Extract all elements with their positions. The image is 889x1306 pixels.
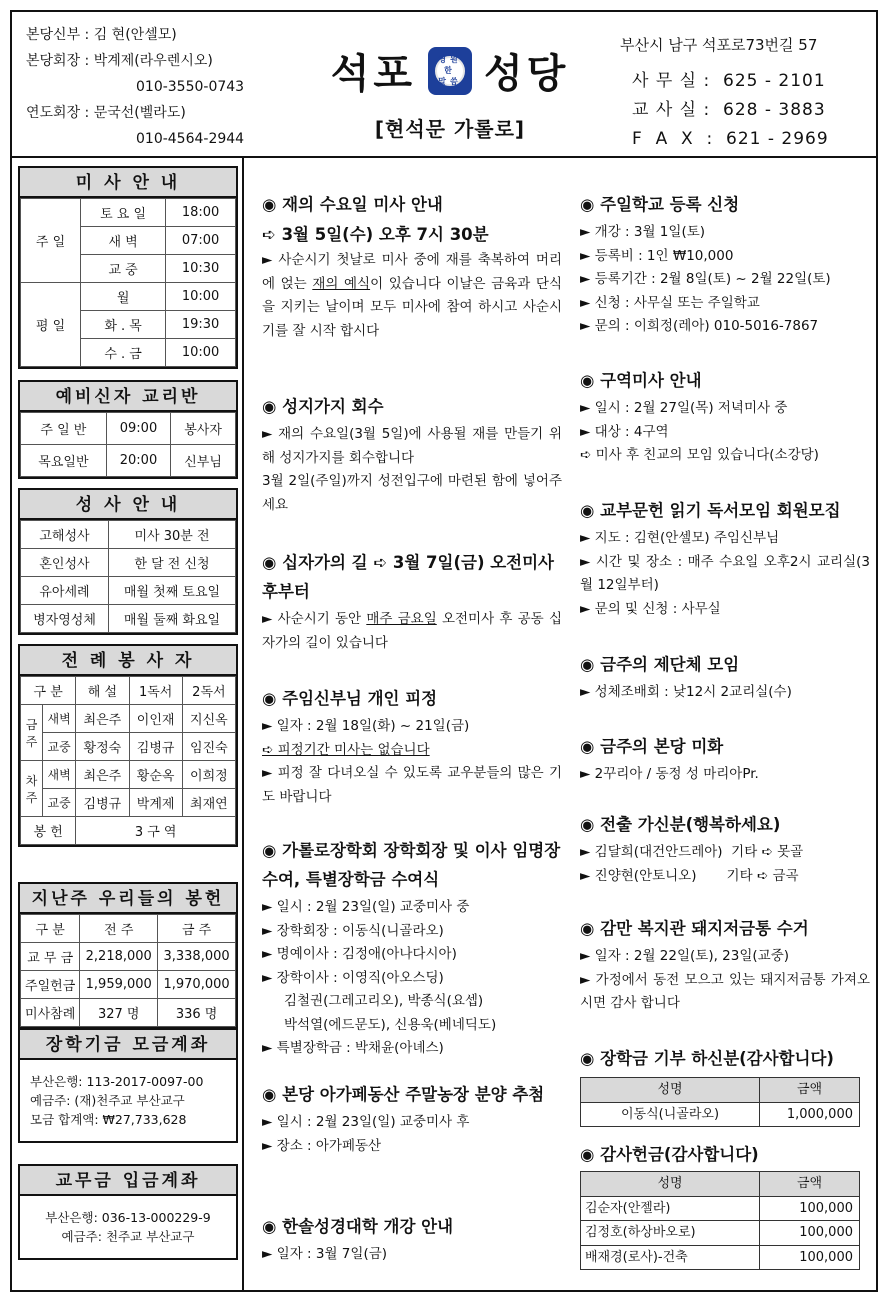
school-line: ► 등록기간 : 2월 8일(토) ~ 2월 22일(토) — [580, 271, 831, 287]
thanks-offering — [580, 1140, 870, 1270]
office-phone: 사 무 실 : 625 - 2101 — [632, 71, 826, 91]
scholar-directors-2: 김철권(그레고리오), 박종식(요셉) — [284, 993, 484, 1009]
col-header: 전 주 — [80, 915, 158, 943]
year-chair-name: 연도회장 : 문국선(벨라도) — [26, 105, 186, 121]
col-header: 2독서 — [182, 677, 235, 705]
liturgy-table — [20, 676, 236, 845]
reading-line: ► 지도 : 김현(안셀모) 주임신부님 — [580, 530, 780, 546]
cleaning-notice — [580, 732, 870, 787]
donors-title: ◉ 장학금 기부 하신분(감사합니다) — [580, 1049, 834, 1068]
catechumen-table — [20, 412, 236, 477]
altar-group-notice — [580, 650, 870, 705]
bulletin-page — [10, 10, 878, 1292]
sacrament-name: 유아세례 — [21, 577, 109, 605]
offering-type: 주일헌금 — [21, 971, 80, 999]
ash-text-1: ► 사순시기 첫날로 미사 중에 재를 축복하여 머리에 얹는 — [262, 252, 562, 292]
sacrament-time: 한 달 전 신청 — [109, 549, 236, 577]
retreat-title: ◉ 주임신부님 개인 피정 — [262, 689, 438, 708]
logo-text: 영원한 말씀 — [435, 56, 465, 86]
retreat-no-mass: ➪ 피정기간 미사는 없습니다 — [262, 741, 430, 758]
mass-type: 새벽 — [43, 761, 76, 789]
mass-time: 19:30 — [166, 311, 236, 339]
clean-title: ◉ 금주의 본당 미화 — [580, 737, 724, 756]
mass-time: 10:00 — [166, 339, 236, 367]
sacraments-box — [18, 488, 238, 635]
server-name: 황순옥 — [129, 761, 182, 789]
offering-value: 3 구 역 — [76, 817, 236, 845]
scholarship-bank: 부산은행: 113-2017-0097-00 — [30, 1074, 204, 1089]
ash-text-2: 이 있습니다 이날은 금육과 단식을 지키는 날이며 모두 미사에 참여 하시고 사순시기를 잘 시작 합시다 — [262, 275, 562, 339]
offerings-box — [18, 882, 238, 1029]
sacraments-table — [20, 520, 236, 633]
cross-text-underlined: 매주 금요일 — [366, 611, 437, 627]
server-name: 김병규 — [76, 789, 129, 817]
scholar-title: ◉ 가롤로장학회 장학회장 및 이사 임명장 수여, 특별장학금 수여식 — [262, 841, 561, 889]
sacrament-name: 고해성사 — [21, 521, 109, 549]
moving-line: ► 김달희(대건안드레아) 기타 ➪ 못골 — [580, 844, 804, 860]
class-time: 20:00 — [106, 445, 170, 477]
sacrament-name: 병자영성체 — [21, 605, 109, 633]
server-name: 이인재 — [129, 705, 182, 733]
thanks-amount: 100,000 — [760, 1221, 860, 1246]
church-title — [320, 42, 580, 142]
bible-college-notice — [262, 1212, 562, 1267]
retreat-prayer: ► 피정 잘 다녀오실 수 있도록 교우분들의 많은 기도 바랍니다 — [262, 765, 562, 805]
donor-name: 이동식(니골라오) — [581, 1102, 760, 1127]
bulletin-body — [12, 158, 876, 1290]
server-name: 박계제 — [129, 789, 182, 817]
server-name: 지신옥 — [182, 705, 235, 733]
piggy-bank-notice — [580, 914, 870, 1016]
chairman-phone: 010-3550-0743 — [136, 79, 245, 95]
title-left: 석포 — [330, 51, 416, 97]
donors-table — [580, 1077, 860, 1127]
mass-day: 수 . 금 — [81, 339, 166, 367]
offering-amount: 2,218,000 — [80, 943, 158, 971]
school-title: ◉ 주일학교 등록 신청 — [580, 195, 740, 214]
pastor-name: 본당신부 : 김 현(안셀모) — [26, 27, 177, 43]
mass-day: 화 . 목 — [81, 311, 166, 339]
piggy-title: ◉ 감만 복지관 돼지저금통 수거 — [580, 919, 809, 938]
scholar-honorary: ► 명예이사 : 김정애(아나다시아) — [262, 946, 457, 962]
reading-title: ◉ 교부문헌 읽기 독서모임 회원모집 — [580, 501, 841, 520]
mass-schedule-table — [20, 198, 236, 367]
mass-time: 10:30 — [166, 255, 236, 283]
district-line: ► 일시 : 2월 27일(목) 저녁미사 중 — [580, 400, 788, 416]
server-name: 최재연 — [182, 789, 235, 817]
server-name: 김병규 — [129, 733, 182, 761]
catechumen-box — [18, 380, 238, 479]
moving-title: ◉ 전출 가신분(행복하세요) — [580, 815, 781, 834]
sunday-label: 주 일 — [21, 199, 81, 283]
offerings-table — [20, 914, 236, 1027]
thanks-table — [580, 1171, 860, 1270]
scholarship-donors — [580, 1044, 870, 1127]
palm-text-2: 3월 2일(주일)까지 성전입구에 마련된 함에 넣어주세요 — [262, 473, 562, 513]
pastor-retreat-notice — [262, 684, 562, 809]
scholar-directors-3: 박석열(에드문도), 신용욱(베네딕도) — [284, 1016, 497, 1033]
sacrament-time: 매월 첫째 토요일 — [109, 577, 236, 605]
col-header: 금액 — [760, 1078, 860, 1103]
church-address: 부산시 남구 석포로73번길 57 — [620, 36, 818, 54]
offering-amount: 3,338,000 — [158, 943, 236, 971]
district-line: ➪ 미사 후 친교의 모임 있습니다(소강당) — [580, 447, 819, 463]
mass-time: 18:00 — [166, 199, 236, 227]
server-name: 황정숙 — [76, 733, 129, 761]
cross-text-1: ► 사순시기 동안 — [262, 611, 367, 627]
retreat-date: ► 일자 : 2월 18일(화) ~ 21일(금) — [262, 718, 470, 734]
ash-text-underlined: 재의 예식 — [312, 275, 371, 292]
reading-line: ► 문의 및 신청 : 사무실 — [580, 600, 721, 617]
piggy-line: ► 일자 : 2월 22일(토), 23일(교중) — [580, 948, 790, 964]
thanks-name: 배재경(로사)-건축 — [581, 1245, 760, 1270]
farm-title: ◉ 본당 아가페동산 주말농장 분양 추첨 — [262, 1085, 545, 1104]
left-column — [12, 158, 244, 1290]
offering-amount: 1,959,000 — [80, 971, 158, 999]
col-header: 구 분 — [21, 915, 80, 943]
chairman-name: 본당회장 : 박계제(라우렌시오) — [26, 53, 213, 69]
scholar-special: ► 특별장학금 : 박채윤(아녜스) — [262, 1040, 444, 1056]
sacrament-time: 매월 둘째 화요일 — [109, 605, 236, 633]
ash-title: ◉ 재의 수요일 미사 안내 — [262, 195, 443, 214]
class-teacher: 봉사자 — [171, 413, 236, 445]
school-line: ► 문의 : 이희정(레아) 010-5016-7867 — [580, 318, 819, 334]
sacraments-title: 성 사 안 내 — [20, 490, 236, 520]
farm-date: ► 일시 : 2월 23일(일) 교중미사 후 — [262, 1114, 470, 1130]
palm-collection-notice — [262, 392, 562, 517]
thanks-name: 김순자(안젤라) — [581, 1196, 760, 1221]
bible-date: ► 일자 : 3월 7일(금) — [262, 1246, 388, 1262]
sunday-school-notice — [580, 190, 870, 339]
offerings-title: 지난주 우리들의 봉헌 — [20, 884, 236, 914]
sacrament-name: 혼인성사 — [21, 549, 109, 577]
farm-lottery-notice — [262, 1080, 562, 1158]
school-line: ► 등록비 : 1인 ₩10,000 — [580, 247, 734, 264]
class-teacher: 신부님 — [171, 445, 236, 477]
col-header: 1독서 — [129, 677, 182, 705]
offering-type: 교 무 금 — [21, 943, 80, 971]
col-header: 성명 — [581, 1172, 760, 1197]
col-header: 구 분 — [21, 677, 76, 705]
reading-line: ► 시간 및 장소 : 매주 수요일 오후2시 교리실(3월 12일부터) — [580, 553, 870, 593]
server-name: 최은주 — [76, 761, 129, 789]
scholarship-account-details — [20, 1060, 236, 1141]
fax-number: F A X : 621 - 2969 — [632, 129, 829, 149]
moving-line: ► 진양현(안토니오) 기타 ➪ 금곡 — [580, 867, 799, 884]
mass-time: 10:00 — [166, 283, 236, 311]
stations-of-cross-notice — [262, 548, 562, 655]
liturgy-box — [18, 644, 238, 847]
col-header: 금액 — [760, 1172, 860, 1197]
col-header: 금 주 — [158, 915, 236, 943]
offering-type: 미사참례 — [21, 999, 80, 1027]
mass-day: 토 요 일 — [81, 199, 166, 227]
altar-title: ◉ 금주의 제단체 모임 — [580, 655, 740, 674]
this-week-label: 금주 — [21, 705, 43, 761]
church-logo-icon — [428, 47, 472, 95]
scholarship-account-title: 장학기금 모금계좌 — [20, 1030, 236, 1060]
mass-type: 새벽 — [43, 705, 76, 733]
contact-info — [620, 34, 829, 154]
reading-group-notice — [580, 496, 870, 621]
ash-text — [262, 249, 562, 343]
palm-text-1: ► 재의 수요일(3월 5일)에 사용될 재를 만들기 위해 성지가지를 회수합니다 — [262, 426, 562, 466]
year-chair-phone: 010-4564-2944 — [136, 131, 245, 147]
class-name: 주 일 반 — [21, 413, 107, 445]
scholarship-total: 모금 합계액: ₩27,733,628 — [30, 1112, 187, 1127]
col-header: 해 설 — [76, 677, 129, 705]
scholarship-account-box — [18, 1028, 238, 1143]
offering-amount: 327 명 — [80, 999, 158, 1027]
title-right: 성당 — [484, 51, 570, 97]
offering-amount: 336 명 — [158, 999, 236, 1027]
thanks-amount: 100,000 — [760, 1196, 860, 1221]
teacher-phone: 교 사 실 : 628 - 3883 — [632, 100, 826, 120]
ash-wednesday-notice — [262, 190, 562, 343]
district-title: ◉ 구역미사 안내 — [580, 371, 702, 390]
clean-line: ► 2꾸리아 / 동정 성 마리아Pr. — [580, 766, 759, 782]
catechumen-title: 예비신자 교리반 — [20, 382, 236, 412]
school-line: ► 개강 : 3월 1일(토) — [580, 224, 706, 240]
next-week-label: 차주 — [21, 761, 43, 817]
bible-title: ◉ 한솔성경대학 개강 안내 — [262, 1217, 454, 1236]
server-name: 최은주 — [76, 705, 129, 733]
cross-text — [262, 608, 562, 655]
church-subtitle: [현석문 가롤로] — [374, 117, 526, 141]
class-time: 09:00 — [106, 413, 170, 445]
scholarship-holder: 예금주: (재)천주교 부산교구 — [30, 1093, 185, 1108]
thanks-title: ◉ 감사헌금(감사합니다) — [580, 1145, 759, 1164]
col-header: 성명 — [581, 1078, 760, 1103]
ash-subtitle: ➪ 3월 5일(수) 오후 7시 30분 — [262, 225, 489, 244]
class-name: 목요일반 — [21, 445, 107, 477]
mass-day: 월 — [81, 283, 166, 311]
weekday-label: 평 일 — [21, 283, 81, 367]
offering-label: 봉 헌 — [21, 817, 76, 845]
sacrament-time: 미사 30분 전 — [109, 521, 236, 549]
mass-type: 교중 — [43, 789, 76, 817]
scholarship-ceremony-notice — [262, 836, 562, 1061]
school-line: ► 신청 : 사무실 또는 주일학교 — [580, 294, 760, 311]
district-mass-notice — [580, 366, 870, 468]
scholar-president: ► 장학회장 : 이동식(니골라오) — [262, 922, 444, 939]
altar-line: ► 성체조배회 : 낮12시 2교리실(수) — [580, 684, 792, 700]
bulletin-header — [12, 12, 876, 158]
palm-title: ◉ 성지가지 회수 — [262, 397, 384, 416]
dues-account-details — [20, 1196, 236, 1258]
piggy-line: ► 가정에서 동전 모으고 있는 돼지저금통 가져오시면 감사 합니다 — [580, 971, 870, 1011]
staff-info — [26, 22, 244, 152]
thanks-name: 김정호(하상바오로) — [581, 1221, 760, 1246]
mass-day: 새 벽 — [81, 227, 166, 255]
mass-schedule-box — [18, 166, 238, 369]
mass-type: 교중 — [43, 733, 76, 761]
scholar-directors: ► 장학이사 : 이영직(아오스딩) — [262, 969, 444, 986]
cross-title: ◉ 십자가의 길 ➪ 3월 7일(금) 오전미사 후부터 — [262, 553, 555, 601]
mass-time: 07:00 — [166, 227, 236, 255]
donor-amount: 1,000,000 — [760, 1102, 860, 1127]
mass-schedule-title: 미 사 안 내 — [20, 168, 236, 198]
dues-holder: 예금주: 천주교 부산교구 — [61, 1229, 195, 1244]
server-name: 임진숙 — [182, 733, 235, 761]
liturgy-title: 전 례 봉 사 자 — [20, 646, 236, 676]
offering-amount: 1,970,000 — [158, 971, 236, 999]
scholar-date: ► 일시 : 2월 23일(일) 교중미사 중 — [262, 899, 470, 915]
dues-account-box — [18, 1164, 238, 1260]
district-line: ► 대상 : 4구역 — [580, 423, 669, 440]
dues-account-title: 교무금 입금계좌 — [20, 1166, 236, 1196]
server-name: 이희정 — [182, 761, 235, 789]
farm-place: ► 장소 : 아가페동산 — [262, 1137, 382, 1154]
dues-bank: 부산은행: 036-13-000229-9 — [45, 1210, 211, 1225]
thanks-amount: 100,000 — [760, 1245, 860, 1270]
mass-day: 교 중 — [81, 255, 166, 283]
moving-out-notice — [580, 810, 870, 888]
cross-text-2: 오전미사 후 공동 십자가의 길이 있습니다 — [262, 611, 562, 651]
